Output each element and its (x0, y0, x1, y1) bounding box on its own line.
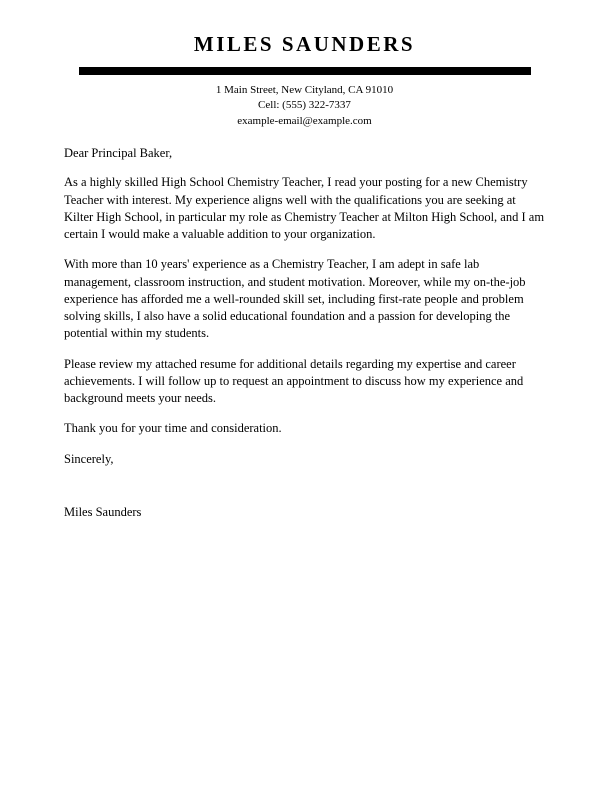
contact-address: 1 Main Street, New Cityland, CA 91010 (215, 84, 394, 96)
header-divider (79, 67, 531, 75)
letter-body (64, 145, 545, 521)
salutation: Dear Principal Baker, (64, 146, 173, 161)
contact-email: example-email@example.com (237, 114, 372, 127)
contact-cell: Cell: (555) 322-7337 (258, 99, 351, 112)
letter-paragraph: As a highly skilled High School Chemistry Teacher, I read your posting for a new Chemistry Teacher with interest. My experience aligns well with the qualifications you are seeking at Kilter High School, in particular my role as Chemistry Teacher at Milton High School, and I am certain I would make a valuable addition to your organization. (64, 175, 545, 242)
page-title: MILES SAUNDERS (193, 32, 416, 56)
letter-paragraph: With more than 10 years' experience as a Chemistry Teacher, I am adept in safe lab management, classroom instruction, and student motivation. Moreover, while my on-the-job experience has afforded me a well-rounded skill set, including first-rate people and problem solving skills, I also have a solid educational foundation and a passion for developing the potential within my students. (64, 257, 526, 341)
closing-line: Sincerely, (64, 451, 114, 466)
signature-name: Miles Saunders (64, 504, 142, 519)
letter-paragraph: Please review my attached resume for additional details regarding my expertise and career achievements. I will follow up to request an appointment to discuss how my experience and background meets your needs. (64, 356, 524, 406)
thanks-line: Thank you for your time and consideration. (64, 421, 282, 436)
contact-block (64, 83, 545, 129)
